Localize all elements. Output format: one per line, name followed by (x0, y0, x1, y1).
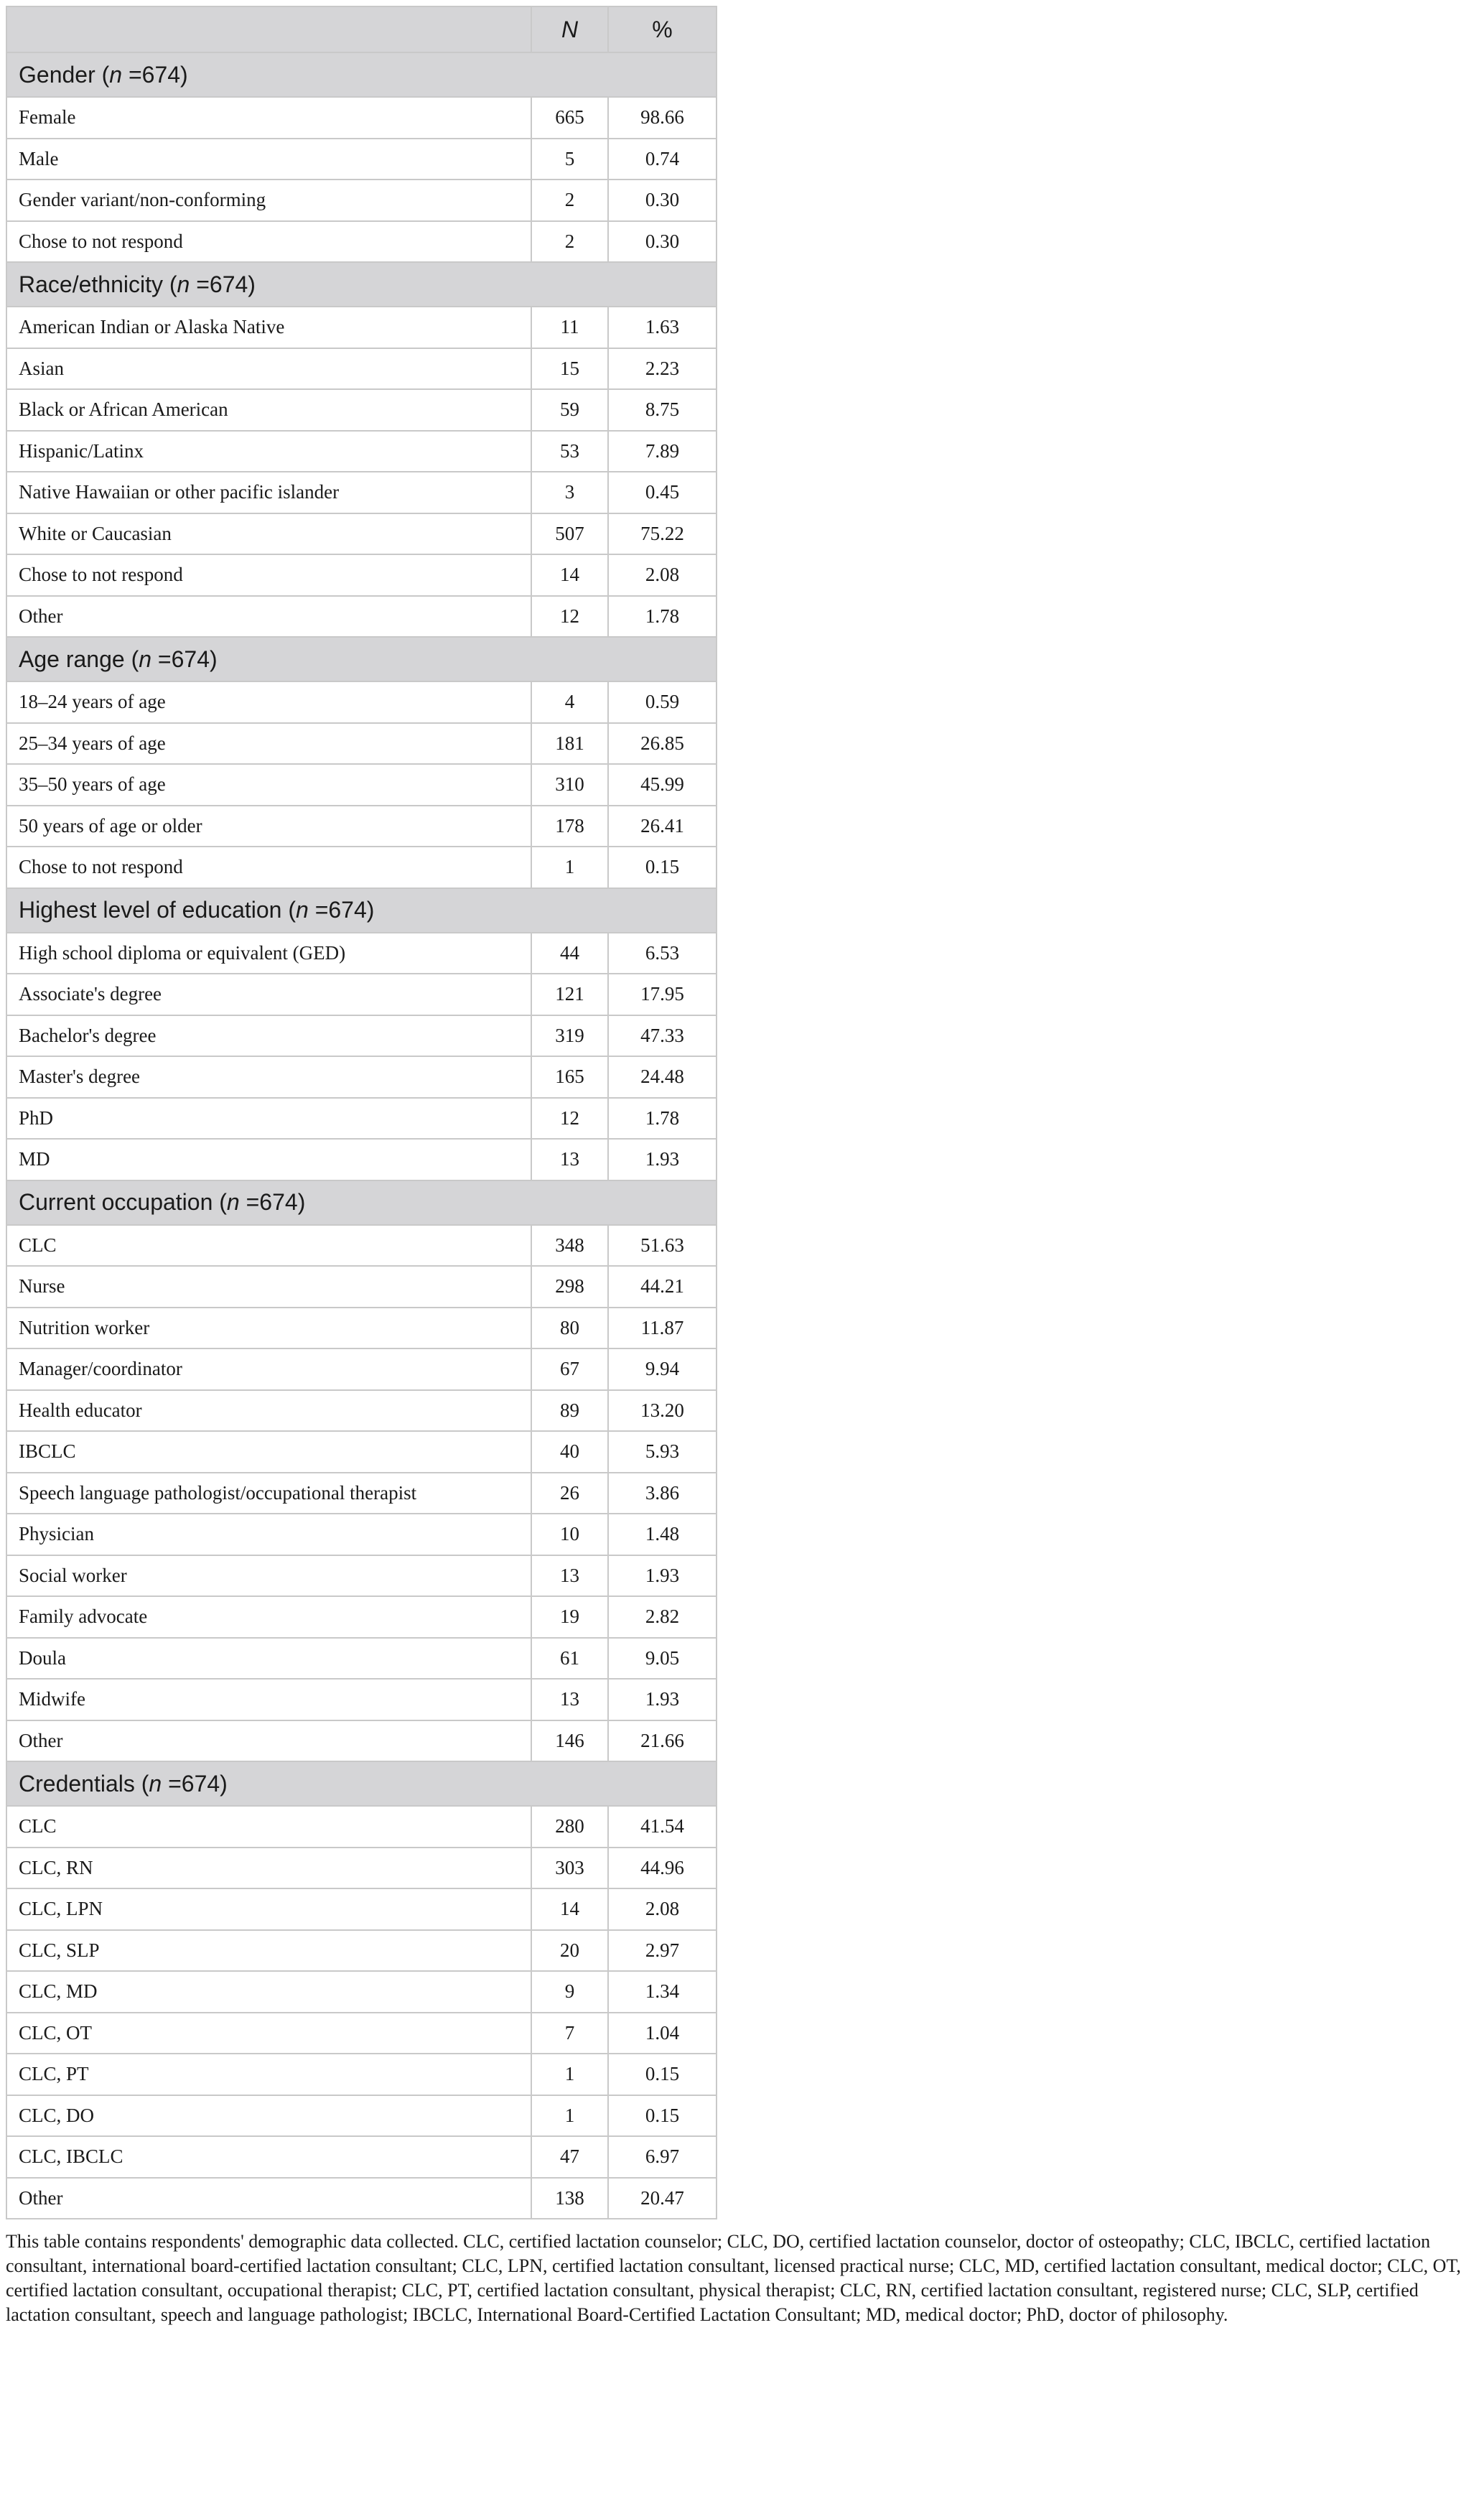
table-row (6, 1888, 717, 1930)
row-label: PhD (6, 1098, 531, 1140)
row-label: CLC, SLP (6, 1930, 531, 1972)
table-row (6, 2095, 717, 2137)
row-count: 47 (531, 2136, 608, 2178)
table-row (6, 1514, 717, 1555)
row-percent: 8.75 (608, 389, 717, 431)
section-title: Credentials (n =674) (6, 1761, 717, 1806)
table-row (6, 1555, 717, 1597)
row-count: 44 (531, 933, 608, 974)
table-row (6, 513, 717, 555)
row-label: Other (6, 596, 531, 638)
row-label: CLC (6, 1806, 531, 1848)
row-percent: 0.15 (608, 2054, 717, 2095)
row-percent: 17.95 (608, 974, 717, 1015)
row-percent: 0.59 (608, 681, 717, 723)
row-count: 13 (531, 1679, 608, 1720)
row-count: 181 (531, 723, 608, 765)
table-row (6, 806, 717, 847)
table-row (6, 847, 717, 888)
table-row (6, 1056, 717, 1098)
demographics-table (6, 6, 717, 2219)
row-percent: 1.93 (608, 1555, 717, 1597)
row-count: 53 (531, 431, 608, 472)
row-label: Nurse (6, 1266, 531, 1308)
row-label: CLC (6, 1225, 531, 1267)
header-label-cell (6, 6, 531, 52)
section-title-text: Credentials (19, 1770, 135, 1797)
row-percent: 7.89 (608, 431, 717, 472)
table-row (6, 348, 717, 390)
sample-size-value: 674 (259, 1189, 298, 1215)
table-row (6, 180, 717, 221)
row-percent: 5.93 (608, 1431, 717, 1473)
row-percent: 75.22 (608, 513, 717, 555)
row-count: 89 (531, 1390, 608, 1432)
row-count: 13 (531, 1555, 608, 1597)
table-row (6, 431, 717, 472)
row-count: 9 (531, 1971, 608, 2013)
section-title-text: Current occupation (19, 1189, 213, 1215)
row-count: 298 (531, 1266, 608, 1308)
header-pct-cell: % (608, 6, 717, 52)
row-count: 165 (531, 1056, 608, 1098)
row-percent: 2.08 (608, 1888, 717, 1930)
row-count: 2 (531, 221, 608, 263)
row-percent: 45.99 (608, 764, 717, 806)
row-count: 138 (531, 2178, 608, 2219)
row-percent: 47.33 (608, 1015, 717, 1057)
row-label: Speech language pathologist/occupational therapist (6, 1473, 531, 1514)
row-label: White or Caucasian (6, 513, 531, 555)
row-label: Asian (6, 348, 531, 390)
table-row (6, 1308, 717, 1349)
table-row (6, 2136, 717, 2178)
row-percent: 2.97 (608, 1930, 717, 1972)
section-header-row (6, 1180, 717, 1225)
row-count: 121 (531, 974, 608, 1015)
row-percent: 0.15 (608, 847, 717, 888)
row-count: 80 (531, 1308, 608, 1349)
table-row (6, 389, 717, 431)
row-count: 1 (531, 2054, 608, 2095)
row-count: 11 (531, 307, 608, 348)
row-count: 280 (531, 1806, 608, 1848)
section-header-row (6, 888, 717, 933)
section-title-text: Race/ethnicity (19, 271, 163, 297)
table-row (6, 554, 717, 596)
table-row (6, 139, 717, 180)
table-row (6, 1720, 717, 1762)
row-label: IBCLC (6, 1431, 531, 1473)
row-label: Other (6, 1720, 531, 1762)
table-row (6, 1930, 717, 1972)
table-row (6, 1596, 717, 1638)
header-n-text: N (561, 16, 579, 42)
row-percent: 0.30 (608, 180, 717, 221)
row-label: CLC, LPN (6, 1888, 531, 1930)
row-percent: 26.85 (608, 723, 717, 765)
row-percent: 0.15 (608, 2095, 717, 2137)
row-percent: 9.94 (608, 1348, 717, 1390)
row-label: Other (6, 2178, 531, 2219)
row-count: 40 (531, 1431, 608, 1473)
row-count: 67 (531, 1348, 608, 1390)
row-percent: 0.74 (608, 139, 717, 180)
table-row (6, 2054, 717, 2095)
table-row (6, 1015, 717, 1057)
row-percent: 13.20 (608, 1390, 717, 1432)
section-header-row (6, 52, 717, 97)
row-count: 59 (531, 389, 608, 431)
row-label: Black or African American (6, 389, 531, 431)
row-label: Chose to not respond (6, 221, 531, 263)
row-percent: 20.47 (608, 2178, 717, 2219)
row-count: 178 (531, 806, 608, 847)
row-percent: 21.66 (608, 1720, 717, 1762)
row-label: American Indian or Alaska Native (6, 307, 531, 348)
row-count: 19 (531, 1596, 608, 1638)
row-percent: 98.66 (608, 97, 717, 139)
row-label: CLC, MD (6, 1971, 531, 2013)
row-label: Gender variant/non-conforming (6, 180, 531, 221)
table-row (6, 1098, 717, 1140)
row-count: 1 (531, 847, 608, 888)
row-percent: 1.04 (608, 2013, 717, 2054)
row-count: 319 (531, 1015, 608, 1057)
row-label: Native Hawaiian or other pacific islander (6, 472, 531, 513)
table-row (6, 1390, 717, 1432)
table-row (6, 221, 717, 263)
row-count: 10 (531, 1514, 608, 1555)
row-label: 18–24 years of age (6, 681, 531, 723)
table-row (6, 1139, 717, 1180)
row-percent: 6.97 (608, 2136, 717, 2178)
row-percent: 0.30 (608, 221, 717, 263)
table-row (6, 1225, 717, 1267)
table-header-row (6, 6, 717, 52)
row-label: CLC, RN (6, 1848, 531, 1889)
row-label: High school diploma or equivalent (GED) (6, 933, 531, 974)
row-count: 1 (531, 2095, 608, 2137)
sample-size-symbol: n (296, 897, 309, 923)
table-row (6, 1431, 717, 1473)
row-label: CLC, IBCLC (6, 2136, 531, 2178)
row-percent: 1.93 (608, 1139, 717, 1180)
row-percent: 11.87 (608, 1308, 717, 1349)
sample-size-value: 674 (209, 271, 248, 297)
row-label: CLC, PT (6, 2054, 531, 2095)
table-row (6, 1971, 717, 2013)
row-percent: 1.78 (608, 596, 717, 638)
section-title-text: Gender (19, 61, 95, 88)
table-footnote: This table contains respondents' demographic data collected. CLC, certified lactation counselor; CLC, DO, certified lactation counselor, doctor of osteopathy; CLC, IBCLC, certified lactation consultant, international board-certified lactation consultant; CLC, LPN, certified lactation consultant, licensed practical nurse; CLC, MD, certified lactation consultant, medical doctor; CLC, OT, certified lactation consultant, occupational therapist; CLC, PT, certified lactation consultant, physical therapist; CLC, RN, certified lactation consultant, registered nurse; CLC, SLP, certified lactation consultant, speech and language pathologist; IBCLC, International Board-Certified Lactation Consultant; MD, medical doctor; PhD, doctor of philosophy. (6, 2231, 1461, 2325)
table-row (6, 2013, 717, 2054)
row-count: 303 (531, 1848, 608, 1889)
section-title: Race/ethnicity (n =674) (6, 262, 717, 307)
row-percent: 6.53 (608, 933, 717, 974)
table-row (6, 974, 717, 1015)
section-title-text: Age range (19, 646, 125, 672)
section-title: Highest level of education (n =674) (6, 888, 717, 933)
row-count: 20 (531, 1930, 608, 1972)
sample-size-value: 674 (141, 61, 181, 88)
row-label: CLC, OT (6, 2013, 531, 2054)
row-label: Physician (6, 1514, 531, 1555)
table-row (6, 1679, 717, 1720)
row-label: CLC, DO (6, 2095, 531, 2137)
row-percent: 3.86 (608, 1473, 717, 1514)
row-percent: 2.08 (608, 554, 717, 596)
table-row (6, 1266, 717, 1308)
row-label: Nutrition worker (6, 1308, 531, 1349)
section-header-row (6, 262, 717, 307)
row-count: 14 (531, 554, 608, 596)
row-count: 26 (531, 1473, 608, 1514)
header-n-cell (531, 6, 608, 52)
row-count: 7 (531, 2013, 608, 2054)
sample-size-value: 674 (328, 897, 367, 923)
row-count: 61 (531, 1638, 608, 1680)
row-percent: 1.93 (608, 1679, 717, 1720)
table-row (6, 1806, 717, 1848)
table-row (6, 2178, 717, 2219)
row-percent: 44.96 (608, 1848, 717, 1889)
section-title: Gender (n =674) (6, 52, 717, 97)
sample-size-symbol: n (149, 1770, 162, 1797)
row-label: Family advocate (6, 1596, 531, 1638)
row-label: 25–34 years of age (6, 723, 531, 765)
row-label: Female (6, 97, 531, 139)
table-row (6, 1473, 717, 1514)
sample-size-symbol: n (226, 1189, 240, 1215)
table-row (6, 1848, 717, 1889)
row-label: Health educator (6, 1390, 531, 1432)
table-row (6, 933, 717, 974)
row-label: MD (6, 1139, 531, 1180)
document (6, 6, 1478, 2327)
row-percent: 9.05 (608, 1638, 717, 1680)
row-count: 665 (531, 97, 608, 139)
row-count: 12 (531, 596, 608, 638)
table-row (6, 681, 717, 723)
row-label: Chose to not respond (6, 847, 531, 888)
row-count: 507 (531, 513, 608, 555)
table-body (6, 52, 717, 2219)
table-row (6, 1348, 717, 1390)
table-row (6, 764, 717, 806)
row-label: Bachelor's degree (6, 1015, 531, 1057)
sample-size-symbol: n (109, 61, 123, 88)
row-count: 4 (531, 681, 608, 723)
row-count: 5 (531, 139, 608, 180)
row-label: Midwife (6, 1679, 531, 1720)
row-percent: 44.21 (608, 1266, 717, 1308)
row-percent: 26.41 (608, 806, 717, 847)
row-count: 348 (531, 1225, 608, 1267)
row-percent: 2.23 (608, 348, 717, 390)
table-row (6, 307, 717, 348)
row-count: 15 (531, 348, 608, 390)
row-count: 2 (531, 180, 608, 221)
row-count: 146 (531, 1720, 608, 1762)
section-header-row (6, 1761, 717, 1806)
row-percent: 2.82 (608, 1596, 717, 1638)
section-title: Age range (n =674) (6, 637, 717, 681)
row-percent: 1.48 (608, 1514, 717, 1555)
row-percent: 1.78 (608, 1098, 717, 1140)
sample-size-symbol: n (177, 271, 190, 297)
row-percent: 51.63 (608, 1225, 717, 1267)
row-percent: 1.34 (608, 1971, 717, 2013)
row-label: Master's degree (6, 1056, 531, 1098)
row-count: 310 (531, 764, 608, 806)
row-label: Male (6, 139, 531, 180)
table-row (6, 596, 717, 638)
row-label: Chose to not respond (6, 554, 531, 596)
sample-size-symbol: n (139, 646, 152, 672)
row-count: 13 (531, 1139, 608, 1180)
table-row (6, 1638, 717, 1680)
row-percent: 41.54 (608, 1806, 717, 1848)
table-row (6, 723, 717, 765)
row-count: 12 (531, 1098, 608, 1140)
section-header-row (6, 637, 717, 681)
row-percent: 1.63 (608, 307, 717, 348)
sample-size-value: 674 (181, 1770, 220, 1797)
section-title-text: Highest level of education (19, 897, 282, 923)
row-percent: 24.48 (608, 1056, 717, 1098)
row-label: 35–50 years of age (6, 764, 531, 806)
row-label: Social worker (6, 1555, 531, 1597)
row-label: Associate's degree (6, 974, 531, 1015)
row-label: Manager/coordinator (6, 1348, 531, 1390)
table-row (6, 97, 717, 139)
row-label: 50 years of age or older (6, 806, 531, 847)
section-title: Current occupation (n =674) (6, 1180, 717, 1225)
row-count: 14 (531, 1888, 608, 1930)
row-label: Doula (6, 1638, 531, 1680)
row-label: Hispanic/Latinx (6, 431, 531, 472)
sample-size-value: 674 (171, 646, 210, 672)
row-count: 3 (531, 472, 608, 513)
row-percent: 0.45 (608, 472, 717, 513)
table-row (6, 472, 717, 513)
